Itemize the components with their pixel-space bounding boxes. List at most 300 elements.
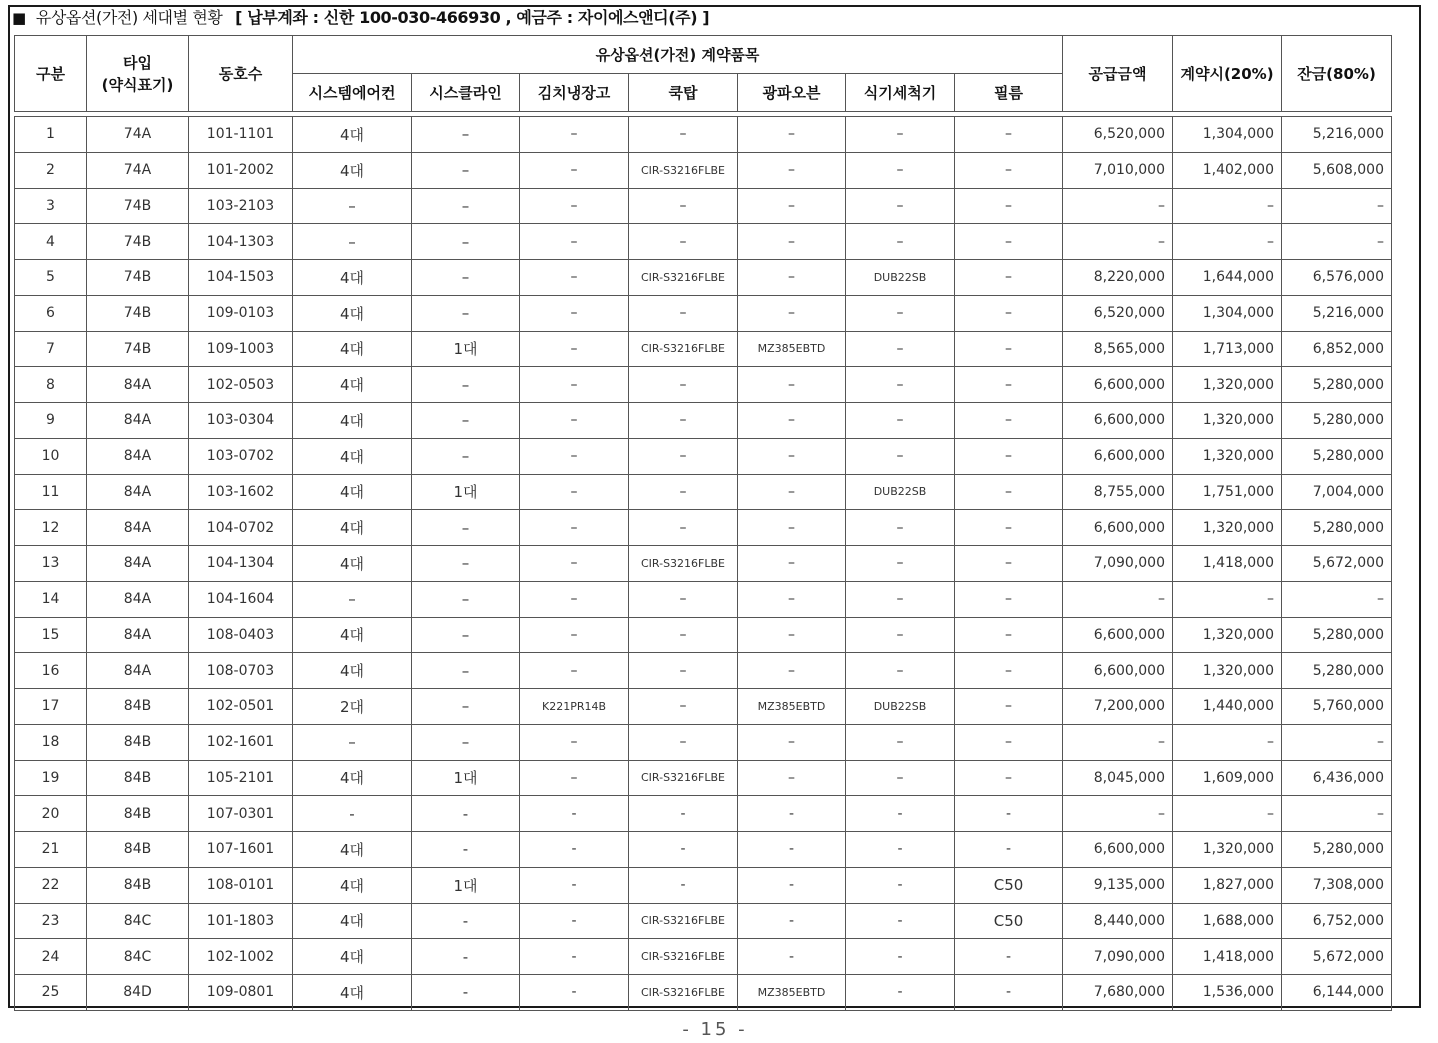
cell-oven: MZ385EBTD	[738, 975, 846, 1011]
cell-air-purifier: -	[412, 939, 520, 975]
cell-dishwasher: –	[846, 117, 955, 153]
cell-balance: 5,760,000	[1282, 689, 1392, 725]
header-balance: 잔금(80%)	[1282, 36, 1392, 112]
row-unit: 103-0304	[189, 403, 293, 439]
cell-kimchi-fridge: –	[520, 188, 629, 224]
cell-air-purifier: –	[412, 224, 520, 260]
row-no: 7	[15, 331, 87, 367]
row-no: 9	[15, 403, 87, 439]
cell-supply-amount: 8,045,000	[1063, 760, 1173, 796]
cell-supply-amount: –	[1063, 581, 1173, 617]
cell-deposit: 1,320,000	[1173, 438, 1282, 474]
row-unit: 105-2101	[189, 760, 293, 796]
row-type: 84B	[87, 867, 189, 903]
cell-oven: –	[738, 152, 846, 188]
row-no: 19	[15, 760, 87, 796]
table-row	[15, 224, 1392, 260]
cell-dishwasher: –	[846, 188, 955, 224]
cell-cooktop: –	[629, 403, 738, 439]
cell-cooktop: CIR-S3216FLBE	[629, 331, 738, 367]
cell-film: –	[955, 367, 1063, 403]
cell-film: –	[955, 188, 1063, 224]
cell-cooktop: –	[629, 510, 738, 546]
cell-supply-amount: 8,565,000	[1063, 331, 1173, 367]
cell-balance: 5,280,000	[1282, 438, 1392, 474]
cell-deposit: 1,320,000	[1173, 403, 1282, 439]
row-no: 5	[15, 260, 87, 296]
cell-supply-amount: –	[1063, 224, 1173, 260]
cell-oven: –	[738, 724, 846, 760]
cell-kimchi-fridge: –	[520, 653, 629, 689]
cell-balance: 7,004,000	[1282, 474, 1392, 510]
cell-cooktop: CIR-S3216FLBE	[629, 260, 738, 296]
cell-dishwasher: –	[846, 617, 955, 653]
table-row	[15, 689, 1392, 725]
cell-supply-amount: –	[1063, 188, 1173, 224]
cell-deposit: 1,320,000	[1173, 832, 1282, 868]
cell-air-purifier: 1대	[412, 474, 520, 510]
cell-oven: –	[738, 510, 846, 546]
cell-deposit: 1,320,000	[1173, 617, 1282, 653]
cell-oven: -	[738, 867, 846, 903]
cell-cooktop: -	[629, 832, 738, 868]
header-supply-amount: 공급금액	[1063, 36, 1173, 112]
row-type: 84A	[87, 617, 189, 653]
row-no: 18	[15, 724, 87, 760]
row-no: 13	[15, 546, 87, 582]
row-type: 74B	[87, 331, 189, 367]
cell-aircon: 4대	[293, 760, 412, 796]
section-title	[12, 6, 709, 30]
row-type: 84A	[87, 403, 189, 439]
cell-aircon: 4대	[293, 546, 412, 582]
cell-cooktop: –	[629, 474, 738, 510]
row-no: 2	[15, 152, 87, 188]
cell-film: –	[955, 403, 1063, 439]
cell-aircon: 4대	[293, 152, 412, 188]
cell-balance: –	[1282, 581, 1392, 617]
cell-dishwasher: –	[846, 510, 955, 546]
cell-air-purifier: -	[412, 832, 520, 868]
table-row	[15, 832, 1392, 868]
cell-kimchi-fridge: –	[520, 760, 629, 796]
row-no: 4	[15, 224, 87, 260]
cell-film: –	[955, 260, 1063, 296]
cell-aircon: –	[293, 724, 412, 760]
row-unit: 101-1101	[189, 117, 293, 153]
cell-supply-amount: 6,520,000	[1063, 295, 1173, 331]
cell-aircon: 4대	[293, 510, 412, 546]
cell-balance: 5,216,000	[1282, 117, 1392, 153]
cell-film: -	[955, 975, 1063, 1011]
cell-air-purifier: –	[412, 188, 520, 224]
cell-kimchi-fridge: –	[520, 403, 629, 439]
cell-film: -	[955, 796, 1063, 832]
row-unit: 104-0702	[189, 510, 293, 546]
cell-film: –	[955, 510, 1063, 546]
cell-film: –	[955, 117, 1063, 153]
cell-aircon: -	[293, 796, 412, 832]
cell-kimchi-fridge: –	[520, 224, 629, 260]
cell-oven: –	[738, 581, 846, 617]
cell-air-purifier: -	[412, 796, 520, 832]
header-option-group: 유상옵션(가전) 계약품목	[293, 36, 1063, 74]
cell-deposit: 1,644,000	[1173, 260, 1282, 296]
row-type: 84B	[87, 689, 189, 725]
cell-supply-amount: 6,520,000	[1063, 117, 1173, 153]
row-type: 84A	[87, 581, 189, 617]
table-row	[15, 260, 1392, 296]
cell-kimchi-fridge: –	[520, 331, 629, 367]
cell-deposit: 1,609,000	[1173, 760, 1282, 796]
row-unit: 104-1503	[189, 260, 293, 296]
cell-oven: –	[738, 546, 846, 582]
header-unit: 동호수	[189, 36, 293, 112]
header-option-kimchi-fridge: 김치냉장고	[520, 74, 629, 112]
cell-aircon: 4대	[293, 939, 412, 975]
cell-oven: –	[738, 403, 846, 439]
row-type: 84A	[87, 474, 189, 510]
cell-cooktop: CIR-S3216FLBE	[629, 760, 738, 796]
cell-kimchi-fridge: -	[520, 867, 629, 903]
row-unit: 103-0702	[189, 438, 293, 474]
cell-supply-amount: 7,680,000	[1063, 975, 1173, 1011]
cell-air-purifier: –	[412, 689, 520, 725]
table-row	[15, 653, 1392, 689]
cell-oven: –	[738, 760, 846, 796]
cell-balance: 5,608,000	[1282, 152, 1392, 188]
cell-deposit: 1,320,000	[1173, 653, 1282, 689]
cell-supply-amount: 6,600,000	[1063, 403, 1173, 439]
cell-oven: –	[738, 474, 846, 510]
cell-supply-amount: 8,220,000	[1063, 260, 1173, 296]
cell-dishwasher: –	[846, 760, 955, 796]
cell-aircon: 4대	[293, 117, 412, 153]
cell-air-purifier: –	[412, 260, 520, 296]
row-unit: 109-0801	[189, 975, 293, 1011]
cell-aircon: –	[293, 581, 412, 617]
cell-oven: –	[738, 117, 846, 153]
table-row	[15, 796, 1392, 832]
row-no: 6	[15, 295, 87, 331]
table-row	[15, 510, 1392, 546]
row-unit: 107-0301	[189, 796, 293, 832]
row-type: 74B	[87, 260, 189, 296]
cell-dishwasher: –	[846, 367, 955, 403]
cell-dishwasher: -	[846, 867, 955, 903]
cell-supply-amount: –	[1063, 724, 1173, 760]
cell-oven: –	[738, 260, 846, 296]
cell-air-purifier: –	[412, 152, 520, 188]
table-row	[15, 760, 1392, 796]
row-type: 84A	[87, 367, 189, 403]
cell-kimchi-fridge: -	[520, 975, 629, 1011]
header-no: 구분	[15, 36, 87, 112]
cell-dishwasher: –	[846, 331, 955, 367]
cell-air-purifier: –	[412, 617, 520, 653]
cell-air-purifier: –	[412, 403, 520, 439]
cell-dishwasher: -	[846, 939, 955, 975]
header-option-air-purifier: 시스클라인	[412, 74, 520, 112]
table-row	[15, 152, 1392, 188]
header-option-oven: 광파오븐	[738, 74, 846, 112]
cell-deposit: 1,827,000	[1173, 867, 1282, 903]
cell-oven: -	[738, 832, 846, 868]
row-unit: 108-0703	[189, 653, 293, 689]
row-no: 1	[15, 117, 87, 153]
page-number: - 15 -	[682, 1019, 748, 1040]
cell-film: –	[955, 438, 1063, 474]
row-type: 84A	[87, 510, 189, 546]
cell-kimchi-fridge: -	[520, 832, 629, 868]
cell-kimchi-fridge: K221PR14B	[520, 689, 629, 725]
row-type: 84A	[87, 653, 189, 689]
row-no: 22	[15, 867, 87, 903]
cell-balance: 5,280,000	[1282, 510, 1392, 546]
cell-film: –	[955, 331, 1063, 367]
row-no: 17	[15, 689, 87, 725]
cell-supply-amount: 6,600,000	[1063, 367, 1173, 403]
title-text: 유상옵션(가전) 세대별 현황	[35, 8, 223, 27]
cell-deposit: –	[1173, 224, 1282, 260]
cell-cooktop: –	[629, 438, 738, 474]
cell-kimchi-fridge: -	[520, 796, 629, 832]
row-no: 15	[15, 617, 87, 653]
cell-balance: 6,752,000	[1282, 903, 1392, 939]
cell-kimchi-fridge: –	[520, 474, 629, 510]
header-option-cooktop: 쿡탑	[629, 74, 738, 112]
cell-aircon: 4대	[293, 260, 412, 296]
table-row	[15, 438, 1392, 474]
cell-balance: –	[1282, 188, 1392, 224]
option-table	[14, 35, 1392, 1011]
cell-cooktop: CIR-S3216FLBE	[629, 152, 738, 188]
cell-supply-amount: 7,010,000	[1063, 152, 1173, 188]
cell-aircon: 4대	[293, 295, 412, 331]
row-unit: 103-2103	[189, 188, 293, 224]
cell-balance: –	[1282, 724, 1392, 760]
row-no: 14	[15, 581, 87, 617]
cell-kimchi-fridge: –	[520, 617, 629, 653]
cell-kimchi-fridge: –	[520, 438, 629, 474]
cell-dishwasher: -	[846, 975, 955, 1011]
row-no: 10	[15, 438, 87, 474]
cell-air-purifier: -	[412, 975, 520, 1011]
header-option-aircon: 시스템에어컨	[293, 74, 412, 112]
cell-supply-amount: 9,135,000	[1063, 867, 1173, 903]
cell-aircon: 4대	[293, 617, 412, 653]
cell-kimchi-fridge: –	[520, 546, 629, 582]
cell-cooktop: CIR-S3216FLBE	[629, 903, 738, 939]
cell-aircon: 4대	[293, 438, 412, 474]
cell-film: C50	[955, 903, 1063, 939]
cell-deposit: 1,418,000	[1173, 546, 1282, 582]
cell-air-purifier: –	[412, 117, 520, 153]
table-body	[15, 112, 1392, 1011]
cell-kimchi-fridge: –	[520, 724, 629, 760]
row-no: 8	[15, 367, 87, 403]
table-row	[15, 724, 1392, 760]
cell-kimchi-fridge: –	[520, 581, 629, 617]
cell-film: –	[955, 295, 1063, 331]
cell-balance: 5,280,000	[1282, 832, 1392, 868]
cell-air-purifier: –	[412, 546, 520, 582]
cell-supply-amount: 7,090,000	[1063, 939, 1173, 975]
cell-oven: –	[738, 438, 846, 474]
row-unit: 104-1303	[189, 224, 293, 260]
row-no: 23	[15, 903, 87, 939]
row-unit: 102-1601	[189, 724, 293, 760]
cell-aircon: 4대	[293, 903, 412, 939]
row-unit: 102-0503	[189, 367, 293, 403]
row-unit: 101-1803	[189, 903, 293, 939]
cell-balance: –	[1282, 224, 1392, 260]
table-row	[15, 939, 1392, 975]
account-info: [ 납부계좌 : 신한 100-030-466930 , 예금주 : 자이에스앤디(주) ]	[235, 8, 710, 27]
cell-deposit: 1,688,000	[1173, 903, 1282, 939]
cell-balance: 5,280,000	[1282, 653, 1392, 689]
cell-aircon: –	[293, 224, 412, 260]
row-no: 25	[15, 975, 87, 1011]
cell-oven: MZ385EBTD	[738, 331, 846, 367]
cell-supply-amount: 6,600,000	[1063, 617, 1173, 653]
cell-dishwasher: -	[846, 903, 955, 939]
cell-oven: MZ385EBTD	[738, 689, 846, 725]
cell-air-purifier: –	[412, 367, 520, 403]
row-unit: 109-1003	[189, 331, 293, 367]
cell-dishwasher: DUB22SB	[846, 260, 955, 296]
cell-balance: 5,280,000	[1282, 367, 1392, 403]
cell-deposit: 1,536,000	[1173, 975, 1282, 1011]
cell-aircon: 4대	[293, 867, 412, 903]
cell-air-purifier: –	[412, 438, 520, 474]
cell-supply-amount: 6,600,000	[1063, 832, 1173, 868]
cell-deposit: 1,440,000	[1173, 689, 1282, 725]
row-unit: 109-0103	[189, 295, 293, 331]
cell-cooktop: –	[629, 367, 738, 403]
cell-kimchi-fridge: –	[520, 367, 629, 403]
cell-kimchi-fridge: –	[520, 152, 629, 188]
cell-air-purifier: -	[412, 903, 520, 939]
cell-kimchi-fridge: –	[520, 260, 629, 296]
cell-kimchi-fridge: –	[520, 295, 629, 331]
row-type: 74B	[87, 188, 189, 224]
cell-dishwasher: –	[846, 295, 955, 331]
row-type: 84C	[87, 903, 189, 939]
cell-film: -	[955, 832, 1063, 868]
cell-deposit: 1,320,000	[1173, 367, 1282, 403]
cell-balance: 6,144,000	[1282, 975, 1392, 1011]
cell-dishwasher: –	[846, 224, 955, 260]
row-type: 74A	[87, 152, 189, 188]
cell-cooktop: -	[629, 867, 738, 903]
cell-balance: 6,576,000	[1282, 260, 1392, 296]
cell-oven: –	[738, 188, 846, 224]
header-option-dishwasher: 식기세척기	[846, 74, 955, 112]
row-type: 84B	[87, 760, 189, 796]
header-option-film: 필름	[955, 74, 1063, 112]
table-row	[15, 546, 1392, 582]
table-row	[15, 367, 1392, 403]
cell-cooktop: –	[629, 188, 738, 224]
cell-dishwasher: –	[846, 653, 955, 689]
cell-balance: 5,216,000	[1282, 295, 1392, 331]
cell-film: –	[955, 724, 1063, 760]
row-no: 24	[15, 939, 87, 975]
cell-deposit: 1,320,000	[1173, 510, 1282, 546]
cell-film: C50	[955, 867, 1063, 903]
cell-air-purifier: 1대	[412, 331, 520, 367]
cell-oven: –	[738, 367, 846, 403]
cell-dishwasher: –	[846, 724, 955, 760]
cell-dishwasher: -	[846, 796, 955, 832]
table-header	[15, 36, 1392, 112]
row-unit: 101-2002	[189, 152, 293, 188]
cell-deposit: 1,751,000	[1173, 474, 1282, 510]
table-row	[15, 581, 1392, 617]
cell-dishwasher: DUB22SB	[846, 689, 955, 725]
cell-oven: -	[738, 796, 846, 832]
cell-supply-amount: 8,755,000	[1063, 474, 1173, 510]
cell-air-purifier: –	[412, 295, 520, 331]
cell-cooktop: –	[629, 653, 738, 689]
cell-oven: -	[738, 903, 846, 939]
table-row	[15, 474, 1392, 510]
row-no: 11	[15, 474, 87, 510]
cell-supply-amount: 7,200,000	[1063, 689, 1173, 725]
cell-balance: 5,280,000	[1282, 617, 1392, 653]
cell-balance: 5,280,000	[1282, 403, 1392, 439]
cell-aircon: 4대	[293, 331, 412, 367]
cell-cooktop: -	[629, 796, 738, 832]
cell-balance: 5,672,000	[1282, 546, 1392, 582]
row-type: 74B	[87, 295, 189, 331]
row-unit: 102-1002	[189, 939, 293, 975]
row-type: 84B	[87, 832, 189, 868]
cell-deposit: –	[1173, 581, 1282, 617]
row-no: 12	[15, 510, 87, 546]
cell-deposit: 1,304,000	[1173, 295, 1282, 331]
cell-cooktop: –	[629, 224, 738, 260]
row-unit: 104-1604	[189, 581, 293, 617]
cell-aircon: 4대	[293, 403, 412, 439]
cell-air-purifier: –	[412, 510, 520, 546]
cell-balance: 7,308,000	[1282, 867, 1392, 903]
cell-film: -	[955, 939, 1063, 975]
table-row	[15, 975, 1392, 1011]
cell-film: –	[955, 152, 1063, 188]
cell-supply-amount: 6,600,000	[1063, 510, 1173, 546]
cell-air-purifier: –	[412, 653, 520, 689]
cell-film: –	[955, 581, 1063, 617]
cell-air-purifier: –	[412, 724, 520, 760]
cell-cooktop: CIR-S3216FLBE	[629, 546, 738, 582]
cell-oven: -	[738, 939, 846, 975]
row-type: 84B	[87, 724, 189, 760]
cell-cooktop: –	[629, 581, 738, 617]
row-unit: 107-1601	[189, 832, 293, 868]
cell-dishwasher: –	[846, 438, 955, 474]
cell-deposit: –	[1173, 724, 1282, 760]
cell-cooktop: CIR-S3216FLBE	[629, 939, 738, 975]
cell-dishwasher: –	[846, 581, 955, 617]
cell-deposit: –	[1173, 188, 1282, 224]
cell-aircon: 4대	[293, 653, 412, 689]
table-row	[15, 617, 1392, 653]
cell-cooktop: –	[629, 295, 738, 331]
row-unit: 102-0501	[189, 689, 293, 725]
row-no: 21	[15, 832, 87, 868]
